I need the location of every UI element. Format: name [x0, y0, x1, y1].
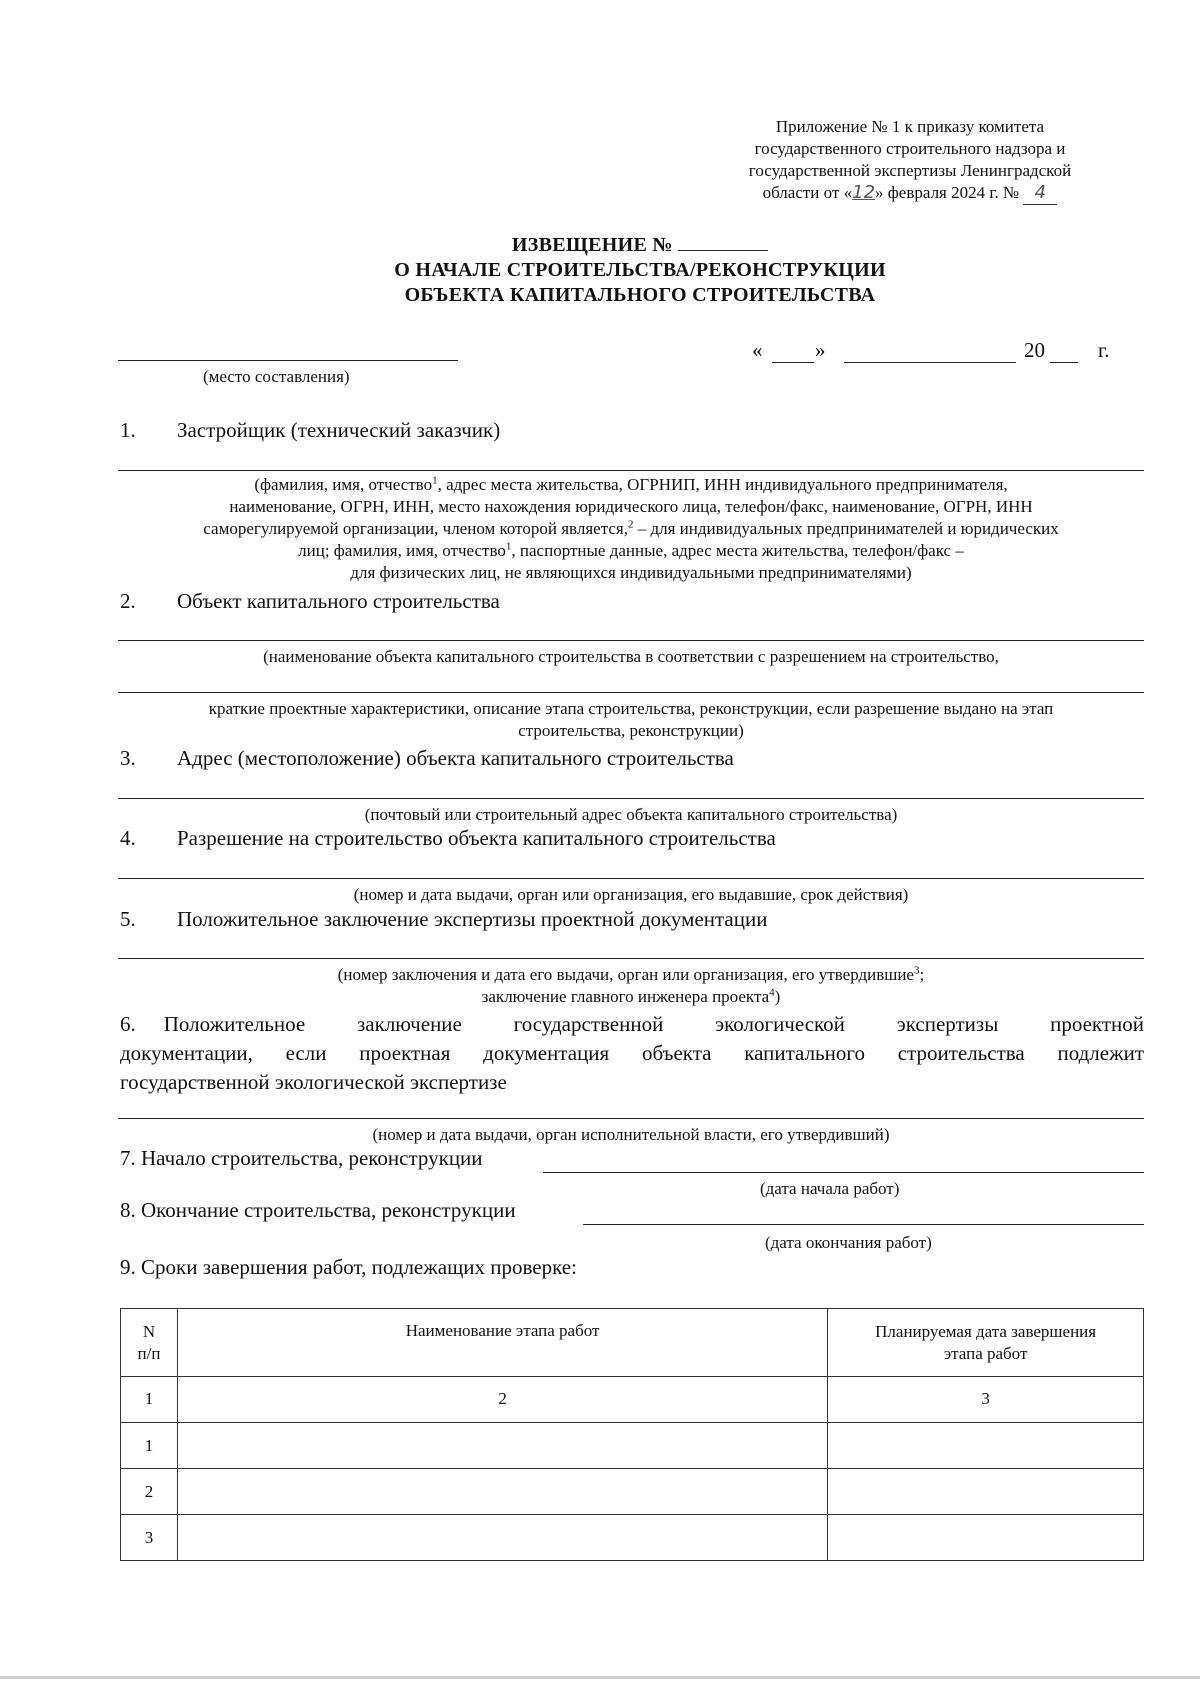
expertise-field[interactable]	[118, 958, 1144, 959]
month-field[interactable]	[844, 362, 1016, 363]
hint-line: краткие проектные характеристики, описание этапа строительства, реконструкции, если разрешение выдано на этап	[208, 699, 1054, 718]
section-8-hint: (дата окончания работ)	[765, 1233, 932, 1252]
scan-edge	[0, 1676, 1200, 1679]
table-row	[121, 1423, 1144, 1469]
place-field[interactable]	[118, 360, 458, 361]
appendix-line: государственной экспертизы Ленинградской	[748, 161, 1072, 180]
date-line	[752, 338, 1132, 368]
section-6-label-line: Положительное заключение государственной экологической экспертизы проектной	[163, 1012, 1144, 1036]
hint-text: )	[774, 987, 781, 1006]
section-3-label: Адрес (местоположение) объекта капитального строительства	[177, 746, 734, 770]
hint-line	[118, 986, 1144, 1008]
title-block	[250, 232, 1030, 308]
eco-expertise-field[interactable]	[118, 1118, 1144, 1119]
footnote-ref: 2	[627, 518, 634, 531]
title-line: О НАЧАЛЕ СТРОИТЕЛЬСТВА/РЕКОНСТРУКЦИИ	[394, 259, 886, 281]
section-2-number: 2.	[120, 589, 136, 613]
hint-text: саморегулируемой организации, членом которой является,	[203, 519, 628, 538]
year-prefix: 20	[1024, 338, 1045, 362]
header-date	[828, 1309, 1144, 1377]
hint-text: заключение главного инженера проекта	[481, 987, 770, 1006]
stage-cell[interactable]	[177, 1469, 827, 1515]
section-6-line	[120, 1010, 1144, 1039]
hint-line: наименование, ОГРН, ИНН, место нахождения юридического лица, телефон/факс, наименование, ОГРН, ИНН	[229, 497, 1033, 516]
notice-number-blank	[678, 232, 768, 251]
place-hint: (место составления)	[203, 367, 350, 386]
object-field[interactable]	[118, 640, 1144, 641]
section-7-label: 7. Начало строительства, реконструкции	[120, 1146, 483, 1170]
start-date-field[interactable]	[543, 1172, 1144, 1173]
index-cell: 2	[177, 1377, 827, 1423]
index-cell: 3	[828, 1377, 1144, 1423]
section-6-label-line: государственной экологической экспертизе	[120, 1070, 507, 1094]
section-4-label: Разрешение на строительство объекта капитального строительства	[177, 826, 776, 850]
section-2-label: Объект капитального строительства	[177, 589, 500, 613]
section-5-label: Положительное заключение экспертизы проектной документации	[177, 907, 768, 931]
title-line: ОБЪЕКТА КАПИТАЛЬНОГО СТРОИТЕЛЬСТВА	[404, 284, 876, 306]
end-date-field[interactable]	[583, 1224, 1144, 1225]
section-1-hint	[118, 474, 1144, 584]
section-6-hint: (номер и дата выдачи, орган исполнительной власти, его утвердивший)	[372, 1125, 890, 1144]
appendix-text: области от «	[762, 183, 853, 202]
appendix-line: Приложение № 1 к приказу комитета	[775, 117, 1045, 136]
table-index-row	[121, 1377, 1144, 1423]
header-number	[121, 1309, 178, 1377]
section-6-number: 6.	[120, 1012, 136, 1036]
section-6-label-line: документации, если проектная документация объекта капитального строительства подлежит	[120, 1041, 1144, 1065]
section-7-hint: (дата начала работ)	[760, 1179, 900, 1198]
hint-text: – для индивидуальных предпринимателей и юридических	[633, 519, 1059, 538]
permit-field[interactable]	[118, 878, 1144, 879]
hint-text: , адрес места жительства, ОГРНИП, ИНН индивидуального предпринимателя,	[437, 475, 1008, 494]
hint-text: , паспортные данные, адрес места жительства, телефон/факс –	[511, 541, 964, 560]
date-cell[interactable]	[828, 1469, 1144, 1515]
section-3-hint: (почтовый или строительный адрес объекта капитального строительства)	[364, 805, 898, 824]
appendix-block	[720, 116, 1100, 205]
date-close-quote: »	[815, 338, 826, 362]
handwritten-number: 4	[1023, 182, 1057, 205]
section-2-hint: (наименование объекта капитального строительства в соответствии с разрешением на строительство,	[263, 647, 999, 666]
section-1-label: Застройщик (технический заказчик)	[177, 418, 501, 442]
header-text: Наименование этапа работ	[405, 1321, 600, 1340]
footnote-ref: 3	[913, 964, 920, 977]
year-field[interactable]	[1050, 362, 1078, 363]
section-4-number: 4.	[120, 826, 136, 850]
year-suffix: г.	[1098, 338, 1110, 362]
section-6	[120, 1010, 1144, 1097]
hint-line: для физических лиц, не являющихся индивидуальными предпринимателями)	[350, 563, 912, 582]
hint-line	[118, 474, 1144, 496]
table-row	[121, 1515, 1144, 1561]
page-title-text: ИЗВЕЩЕНИЕ №	[511, 234, 673, 256]
works-table	[120, 1308, 1144, 1561]
address-field[interactable]	[118, 798, 1144, 799]
section-5-hint	[118, 964, 1144, 1008]
hint-text: лиц; фамилия, имя, отчество	[298, 541, 506, 560]
footnote-ref: 1	[432, 474, 438, 487]
day-field[interactable]	[772, 362, 814, 363]
section-4-hint: (номер и дата выдачи, орган или организация, его выдавшие, срок действия)	[353, 885, 909, 904]
section-2-hint-2	[118, 698, 1144, 742]
appendix-text: » февраля 2024 г. №	[875, 183, 1020, 202]
appendix-date-line	[720, 182, 1100, 205]
hint-text: (номер заключения и дата его выдачи, орган или организация, его утвердившие	[337, 965, 914, 984]
footnote-ref: 1	[505, 540, 512, 553]
section-3-number: 3.	[120, 746, 136, 770]
date-cell[interactable]	[828, 1423, 1144, 1469]
index-cell: 1	[121, 1377, 178, 1423]
date-cell[interactable]	[828, 1515, 1144, 1561]
row-number: 1	[121, 1423, 178, 1469]
footnote-ref: 4	[769, 986, 775, 999]
header-text: этапа работ	[943, 1344, 1028, 1363]
header-text: Планируемая дата завершения	[875, 1322, 1097, 1341]
section-9-label: 9. Сроки завершения работ, подлежащих проверке:	[120, 1255, 577, 1279]
header-text: N	[142, 1322, 156, 1341]
appendix-line: государственного строительного надзора и	[754, 139, 1066, 158]
header-stage	[177, 1309, 827, 1377]
object-field-2[interactable]	[118, 692, 1144, 693]
stage-cell[interactable]	[177, 1515, 827, 1561]
page-title	[250, 232, 1030, 258]
section-5-number: 5.	[120, 907, 136, 931]
hint-text: ;	[919, 965, 925, 984]
row-number: 3	[121, 1515, 178, 1561]
section-8-label: 8. Окончание строительства, реконструкции	[120, 1198, 516, 1222]
developer-field[interactable]	[118, 470, 1144, 471]
hint-line: строительства, реконструкции)	[518, 721, 744, 740]
hint-line	[118, 518, 1144, 540]
handwritten-day: 12	[852, 182, 876, 203]
table-header-row	[121, 1309, 1144, 1377]
hint-line	[118, 964, 1144, 986]
hint-text: (фамилия, имя, отчество	[254, 475, 433, 494]
header-text: п/п	[137, 1344, 161, 1363]
date-open-quote: «	[752, 338, 763, 362]
stage-cell[interactable]	[177, 1423, 827, 1469]
hint-line	[118, 540, 1144, 562]
section-1-number: 1.	[120, 418, 136, 442]
table-row	[121, 1469, 1144, 1515]
row-number: 2	[121, 1469, 178, 1515]
